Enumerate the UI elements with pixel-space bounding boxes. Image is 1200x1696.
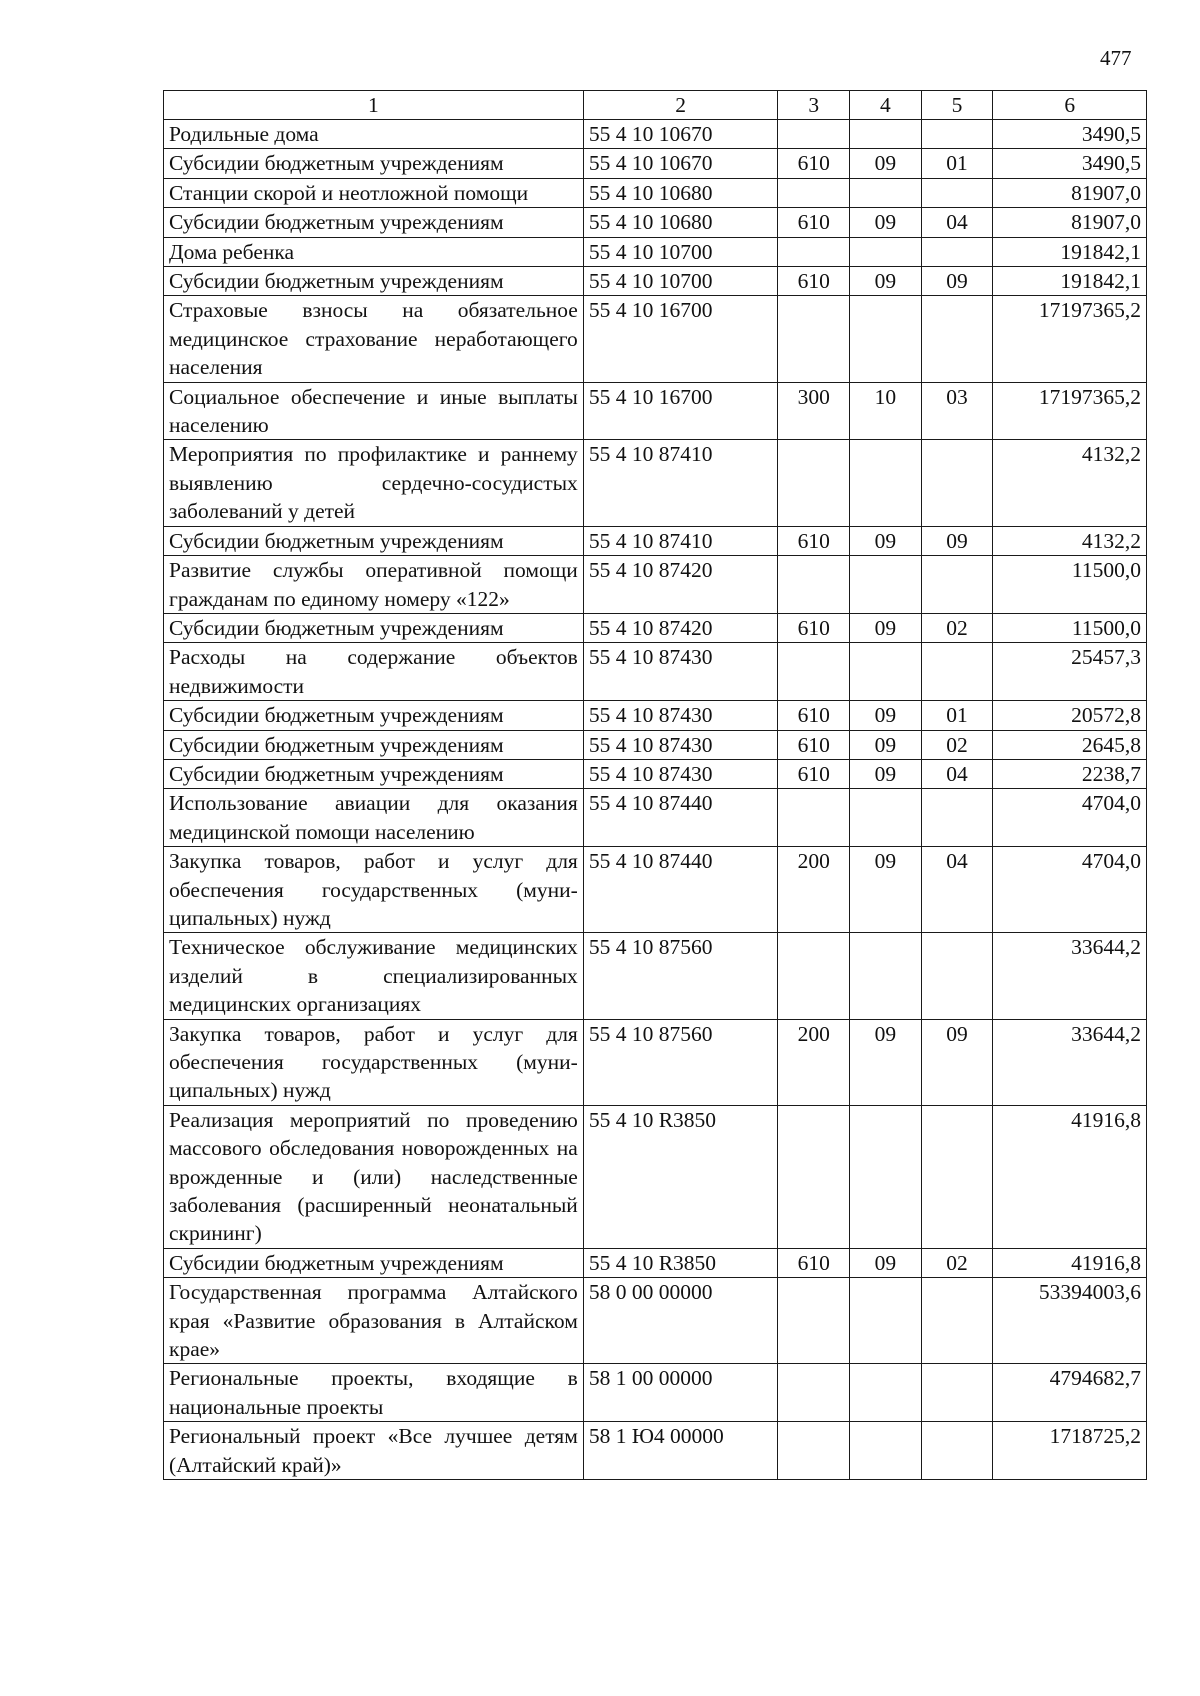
row-col3-cell: 200 bbox=[778, 1019, 850, 1105]
row-name-cell: Закупка товаров, работ и услуг для обеспечения государственных (муниципальных) нужд bbox=[164, 1019, 584, 1105]
row-code-cell: 55 4 10 16700 bbox=[583, 382, 778, 440]
row-name-cell: Субсидии бюджетным учреждениям bbox=[164, 267, 584, 296]
row-col3-cell: 610 bbox=[778, 701, 850, 730]
row-name-cell: Субсидии бюджетным учреждениям bbox=[164, 759, 584, 788]
row-col3-cell: 610 bbox=[778, 759, 850, 788]
table-row bbox=[164, 643, 1147, 701]
table-row bbox=[164, 1105, 1147, 1248]
row-amount-cell: 191842,1 bbox=[993, 237, 1147, 266]
row-amount-cell: 4794682,7 bbox=[993, 1364, 1147, 1422]
table-row bbox=[164, 382, 1147, 440]
row-amount-cell: 3490,5 bbox=[993, 149, 1147, 178]
row-col3-cell bbox=[778, 440, 850, 526]
row-amount-cell: 25457,3 bbox=[993, 643, 1147, 701]
row-col4-cell bbox=[850, 1105, 922, 1248]
row-col3-cell bbox=[778, 120, 850, 149]
header-col-5: 5 bbox=[921, 91, 993, 120]
table-row bbox=[164, 1364, 1147, 1422]
row-name-cell: Использование авиации для оказания медицинской помощи населению bbox=[164, 789, 584, 847]
row-code-cell: 55 4 10 16700 bbox=[583, 296, 778, 382]
row-name-cell: Субсидии бюджетным учреждениям bbox=[164, 701, 584, 730]
row-name-cell: Субсидии бюджетным учреждениям bbox=[164, 526, 584, 555]
row-amount-cell: 41916,8 bbox=[993, 1248, 1147, 1277]
row-name-cell: Мероприятия по профилактике и раннему выявлению сердечно-сосудистых заболеваний у детей bbox=[164, 440, 584, 526]
row-col4-cell bbox=[850, 237, 922, 266]
row-col5-cell: 09 bbox=[921, 1019, 993, 1105]
row-code-cell: 55 4 10 R3850 bbox=[583, 1105, 778, 1248]
row-code-cell: 55 4 10 10680 bbox=[583, 208, 778, 237]
row-col3-cell: 300 bbox=[778, 382, 850, 440]
row-amount-cell: 33644,2 bbox=[993, 1019, 1147, 1105]
row-code-cell: 55 4 10 87430 bbox=[583, 730, 778, 759]
row-code-cell: 55 4 10 87410 bbox=[583, 440, 778, 526]
budget-table bbox=[163, 90, 1147, 1480]
row-col5-cell: 04 bbox=[921, 759, 993, 788]
row-col5-cell bbox=[921, 178, 993, 207]
row-col5-cell: 04 bbox=[921, 847, 993, 933]
row-col5-cell bbox=[921, 440, 993, 526]
row-name-cell: Социальное обеспечение и иные выплаты населению bbox=[164, 382, 584, 440]
row-col5-cell: 04 bbox=[921, 208, 993, 237]
table-row bbox=[164, 759, 1147, 788]
row-col4-cell bbox=[850, 1364, 922, 1422]
table-row bbox=[164, 1248, 1147, 1277]
row-code-cell: 55 4 10 87440 bbox=[583, 789, 778, 847]
row-col5-cell: 09 bbox=[921, 267, 993, 296]
row-col4-cell bbox=[850, 296, 922, 382]
row-name-cell: Закупка товаров, работ и услуг для обеспечения государственных (муниципальных) нужд bbox=[164, 847, 584, 933]
row-code-cell: 55 4 10 10670 bbox=[583, 149, 778, 178]
row-amount-cell: 81907,0 bbox=[993, 178, 1147, 207]
row-col4-cell: 09 bbox=[850, 267, 922, 296]
table-row bbox=[164, 267, 1147, 296]
row-col5-cell bbox=[921, 1364, 993, 1422]
row-col4-cell bbox=[850, 1278, 922, 1364]
row-col3-cell bbox=[778, 933, 850, 1019]
row-code-cell: 55 4 10 87420 bbox=[583, 556, 778, 614]
row-amount-cell: 2238,7 bbox=[993, 759, 1147, 788]
row-name-cell: Родильные дома bbox=[164, 120, 584, 149]
row-name-cell: Страховые взносы на обязательное медицинское страхование неработающего населения bbox=[164, 296, 584, 382]
row-col3-cell: 610 bbox=[778, 149, 850, 178]
row-code-cell: 58 0 00 00000 bbox=[583, 1278, 778, 1364]
table-row bbox=[164, 730, 1147, 759]
row-code-cell: 55 4 10 87560 bbox=[583, 1019, 778, 1105]
row-col5-cell: 02 bbox=[921, 613, 993, 642]
row-col3-cell: 610 bbox=[778, 526, 850, 555]
row-col5-cell bbox=[921, 1278, 993, 1364]
row-col5-cell bbox=[921, 933, 993, 1019]
row-amount-cell: 11500,0 bbox=[993, 556, 1147, 614]
row-code-cell: 55 4 10 10670 bbox=[583, 120, 778, 149]
row-col3-cell bbox=[778, 178, 850, 207]
row-col3-cell bbox=[778, 556, 850, 614]
row-col3-cell bbox=[778, 237, 850, 266]
row-col4-cell bbox=[850, 643, 922, 701]
row-amount-cell: 4132,2 bbox=[993, 440, 1147, 526]
table-row bbox=[164, 149, 1147, 178]
row-name-cell: Субсидии бюджетным учреждениям bbox=[164, 208, 584, 237]
row-col3-cell bbox=[778, 1278, 850, 1364]
row-col4-cell: 09 bbox=[850, 1019, 922, 1105]
header-col-6: 6 bbox=[993, 91, 1147, 120]
row-col4-cell: 09 bbox=[850, 1248, 922, 1277]
table-row bbox=[164, 613, 1147, 642]
row-col4-cell: 09 bbox=[850, 847, 922, 933]
table-row bbox=[164, 1278, 1147, 1364]
row-col4-cell: 09 bbox=[850, 149, 922, 178]
row-col3-cell bbox=[778, 1422, 850, 1480]
row-amount-cell: 4704,0 bbox=[993, 847, 1147, 933]
row-col4-cell bbox=[850, 440, 922, 526]
row-code-cell: 55 4 10 10680 bbox=[583, 178, 778, 207]
table-row bbox=[164, 933, 1147, 1019]
row-col5-cell: 02 bbox=[921, 730, 993, 759]
header-col-2: 2 bbox=[583, 91, 778, 120]
row-amount-cell: 20572,8 bbox=[993, 701, 1147, 730]
row-col5-cell: 03 bbox=[921, 382, 993, 440]
row-name-cell: Реализация мероприятий по проведению массового обследования новорожденных на врожденные и (или) наследственные заболевания (расширенный неонатальный скрининг) bbox=[164, 1105, 584, 1248]
row-col5-cell bbox=[921, 296, 993, 382]
row-col4-cell: 10 bbox=[850, 382, 922, 440]
row-col3-cell: 610 bbox=[778, 1248, 850, 1277]
row-col5-cell bbox=[921, 237, 993, 266]
row-code-cell: 55 4 10 87560 bbox=[583, 933, 778, 1019]
row-col4-cell bbox=[850, 120, 922, 149]
row-col4-cell bbox=[850, 556, 922, 614]
table-row bbox=[164, 847, 1147, 933]
row-col5-cell bbox=[921, 1422, 993, 1480]
row-name-cell: Субсидии бюджетным учреждениям bbox=[164, 1248, 584, 1277]
row-amount-cell: 4132,2 bbox=[993, 526, 1147, 555]
row-amount-cell: 4704,0 bbox=[993, 789, 1147, 847]
row-name-cell: Региональные проекты, входящие в национальные проекты bbox=[164, 1364, 584, 1422]
row-col3-cell bbox=[778, 1364, 850, 1422]
row-col3-cell: 200 bbox=[778, 847, 850, 933]
table-row bbox=[164, 526, 1147, 555]
row-col5-cell: 01 bbox=[921, 701, 993, 730]
table-row bbox=[164, 1019, 1147, 1105]
table-row bbox=[164, 296, 1147, 382]
page-number: 477 bbox=[1100, 46, 1132, 70]
table-body bbox=[164, 120, 1147, 1480]
row-amount-cell: 191842,1 bbox=[993, 267, 1147, 296]
row-col4-cell bbox=[850, 933, 922, 1019]
row-amount-cell: 81907,0 bbox=[993, 208, 1147, 237]
row-col4-cell bbox=[850, 789, 922, 847]
row-amount-cell: 11500,0 bbox=[993, 613, 1147, 642]
table-row bbox=[164, 440, 1147, 526]
row-col3-cell: 610 bbox=[778, 730, 850, 759]
header-col-1: 1 bbox=[164, 91, 584, 120]
row-col5-cell: 09 bbox=[921, 526, 993, 555]
row-code-cell: 55 4 10 87430 bbox=[583, 759, 778, 788]
row-col3-cell bbox=[778, 643, 850, 701]
row-col4-cell: 09 bbox=[850, 208, 922, 237]
row-col5-cell bbox=[921, 1105, 993, 1248]
row-code-cell: 55 4 10 87440 bbox=[583, 847, 778, 933]
row-code-cell: 58 1 00 00000 bbox=[583, 1364, 778, 1422]
row-col4-cell: 09 bbox=[850, 701, 922, 730]
row-code-cell: 55 4 10 87430 bbox=[583, 701, 778, 730]
row-col5-cell: 01 bbox=[921, 149, 993, 178]
table-row bbox=[164, 556, 1147, 614]
row-col3-cell bbox=[778, 1105, 850, 1248]
header-col-4: 4 bbox=[850, 91, 922, 120]
row-col4-cell: 09 bbox=[850, 759, 922, 788]
row-amount-cell: 3490,5 bbox=[993, 120, 1147, 149]
row-code-cell: 55 4 10 87410 bbox=[583, 526, 778, 555]
row-name-cell: Государственная программа Алтайского края «Развитие образования в Алтайском крае» bbox=[164, 1278, 584, 1364]
row-col5-cell bbox=[921, 643, 993, 701]
table-row bbox=[164, 1422, 1147, 1480]
row-name-cell: Техническое обслуживание медицинских изделий в специализированных медицинских организациях bbox=[164, 933, 584, 1019]
row-col3-cell: 610 bbox=[778, 208, 850, 237]
header-col-3: 3 bbox=[778, 91, 850, 120]
row-name-cell: Региональный проект «Все лучшее детям (Алтайский край)» bbox=[164, 1422, 584, 1480]
row-code-cell: 58 1 Ю4 00000 bbox=[583, 1422, 778, 1480]
row-col5-cell bbox=[921, 120, 993, 149]
row-name-cell: Расходы на содержание объектов недвижимости bbox=[164, 643, 584, 701]
row-name-cell: Развитие службы оперативной помощи гражданам по единому номеру «122» bbox=[164, 556, 584, 614]
table-row bbox=[164, 789, 1147, 847]
row-name-cell: Субсидии бюджетным учреждениям bbox=[164, 730, 584, 759]
header-row bbox=[164, 91, 1147, 120]
row-col3-cell: 610 bbox=[778, 613, 850, 642]
table-row bbox=[164, 208, 1147, 237]
row-col4-cell: 09 bbox=[850, 526, 922, 555]
row-amount-cell: 2645,8 bbox=[993, 730, 1147, 759]
row-col3-cell bbox=[778, 789, 850, 847]
row-amount-cell: 1718725,2 bbox=[993, 1422, 1147, 1480]
row-col4-cell: 09 bbox=[850, 613, 922, 642]
table-row bbox=[164, 237, 1147, 266]
row-code-cell: 55 4 10 10700 bbox=[583, 267, 778, 296]
row-code-cell: 55 4 10 87430 bbox=[583, 643, 778, 701]
row-col5-cell: 02 bbox=[921, 1248, 993, 1277]
row-amount-cell: 53394003,6 bbox=[993, 1278, 1147, 1364]
row-col4-cell: 09 bbox=[850, 730, 922, 759]
row-code-cell: 55 4 10 87420 bbox=[583, 613, 778, 642]
row-name-cell: Станции скорой и неотложной помощи bbox=[164, 178, 584, 207]
row-col3-cell bbox=[778, 296, 850, 382]
row-code-cell: 55 4 10 10700 bbox=[583, 237, 778, 266]
row-col4-cell bbox=[850, 1422, 922, 1480]
row-col5-cell bbox=[921, 789, 993, 847]
row-amount-cell: 33644,2 bbox=[993, 933, 1147, 1019]
row-code-cell: 55 4 10 R3850 bbox=[583, 1248, 778, 1277]
row-amount-cell: 17197365,2 bbox=[993, 382, 1147, 440]
row-name-cell: Субсидии бюджетным учреждениям bbox=[164, 149, 584, 178]
row-amount-cell: 17197365,2 bbox=[993, 296, 1147, 382]
row-name-cell: Дома ребенка bbox=[164, 237, 584, 266]
table-row bbox=[164, 120, 1147, 149]
row-col5-cell bbox=[921, 556, 993, 614]
row-col4-cell bbox=[850, 178, 922, 207]
table-row bbox=[164, 178, 1147, 207]
table-row bbox=[164, 701, 1147, 730]
row-col3-cell: 610 bbox=[778, 267, 850, 296]
row-amount-cell: 41916,8 bbox=[993, 1105, 1147, 1248]
row-name-cell: Субсидии бюджетным учреждениям bbox=[164, 613, 584, 642]
